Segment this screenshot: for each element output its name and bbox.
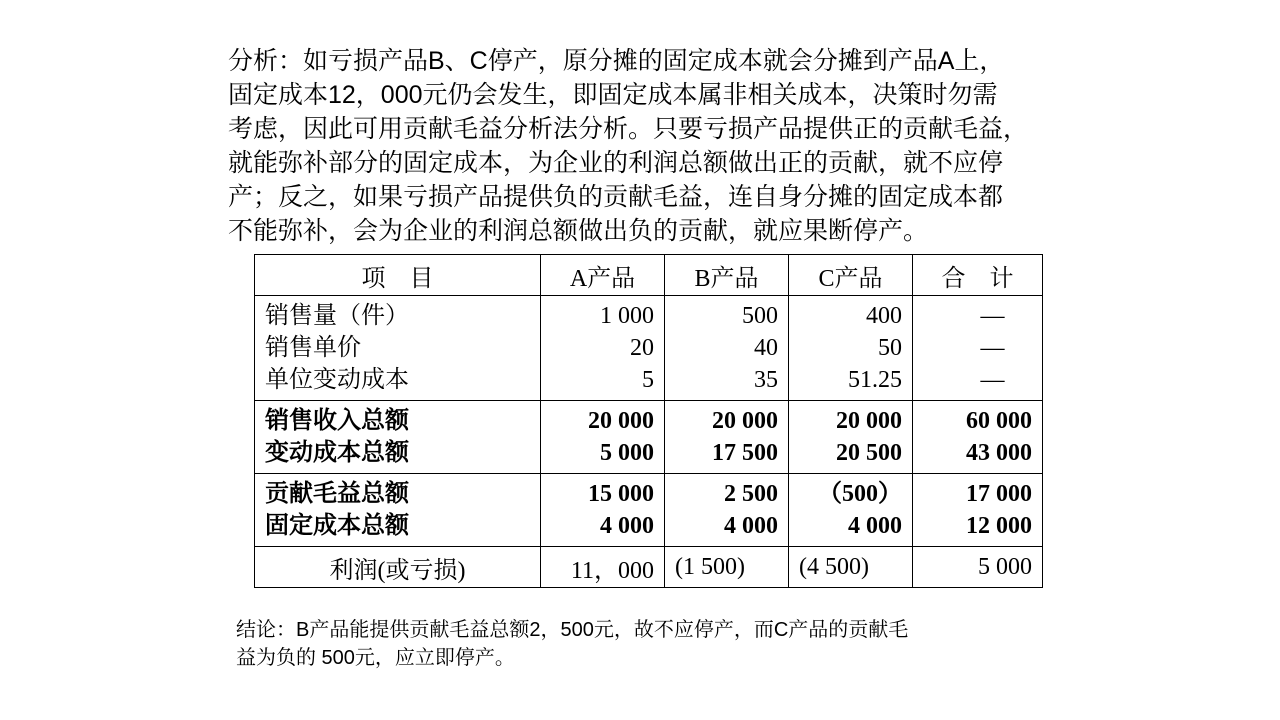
analysis-line: 产；反之，如果亏损产品提供负的贡献毛益，连自身分摊的固定成本都 — [228, 183, 1004, 211]
cell-value: 500 — [742, 303, 778, 329]
product-c-cell — [789, 401, 913, 474]
row-label: 利润(或亏损) — [255, 547, 541, 588]
product-c-cell: (4 500) — [789, 547, 913, 588]
product-b-cell — [665, 296, 789, 401]
total-cell — [913, 401, 1043, 474]
cell-value: — — [980, 335, 1005, 361]
row-labels — [255, 474, 541, 547]
cell-value: 15 000 — [588, 481, 654, 507]
cell-value: — — [980, 367, 1005, 393]
cell-value: 43 000 — [966, 440, 1032, 466]
analysis-line: 分析：如亏损产品B、C停产，原分摊的固定成本就会分摊到产品A上， — [228, 47, 1005, 75]
analysis-line: 固定成本12，000元仍会发生，即固定成本属非相关成本，决策时勿需 — [228, 81, 998, 109]
row-label: 变动成本总额 — [265, 440, 409, 466]
cell-value: — — [980, 303, 1005, 329]
product-a-cell — [541, 474, 665, 547]
product-c-cell — [789, 296, 913, 401]
cell-value: 60 000 — [966, 408, 1032, 434]
table-row — [255, 401, 1043, 474]
header-product-c: C产品 — [789, 255, 913, 296]
cell-value: 5 000 — [600, 440, 654, 466]
table-row — [255, 296, 1043, 401]
conclusion-paragraph — [236, 616, 1056, 672]
total-cell — [913, 474, 1043, 547]
cell-value: 17 500 — [712, 440, 778, 466]
cell-value: 50 — [878, 335, 902, 361]
total-cell — [913, 296, 1043, 401]
analysis-line: 就能弥补部分的固定成本，为企业的利润总额做出正的贡献，就不应停 — [228, 149, 1004, 177]
conclusion-line: 益为负的 500元，应立即停产。 — [236, 647, 515, 669]
product-b-cell: (1 500) — [665, 547, 789, 588]
analysis-line: 不能弥补，会为企业的利润总额做出负的贡献，就应果断停产。 — [228, 217, 929, 245]
product-a-cell: 11，000 — [541, 547, 665, 588]
row-label: 销售收入总额 — [265, 408, 409, 434]
cell-value: 4 000 — [724, 513, 778, 539]
cell-value: 20 000 — [588, 408, 654, 434]
conclusion-line: 结论：B产品能提供贡献毛益总额2，500元，故不应停产，而C产品的贡献毛 — [236, 619, 909, 641]
cell-value: 12 000 — [966, 513, 1032, 539]
profit-row — [255, 547, 1043, 588]
row-labels — [255, 401, 541, 474]
row-label: 销售单价 — [265, 335, 361, 361]
product-b-cell — [665, 401, 789, 474]
total-cell: 5 000 — [913, 547, 1043, 588]
cell-value: 17 000 — [966, 481, 1032, 507]
cell-value: 4 000 — [848, 513, 902, 539]
cell-value: （500） — [818, 481, 902, 507]
product-a-cell — [541, 401, 665, 474]
header-item: 项 目 — [255, 255, 541, 296]
row-label: 固定成本总额 — [265, 513, 409, 539]
cell-value: 20 500 — [836, 440, 902, 466]
cell-value: 20 000 — [712, 408, 778, 434]
cell-value: 1 000 — [600, 303, 654, 329]
cell-value: 40 — [754, 335, 778, 361]
product-a-cell — [541, 296, 665, 401]
header-product-a: A产品 — [541, 255, 665, 296]
cell-value: 5 — [642, 367, 654, 393]
contribution-margin-table — [254, 254, 1043, 588]
table-header-row — [255, 255, 1043, 296]
cell-value: 4 000 — [600, 513, 654, 539]
header-total: 合 计 — [913, 255, 1043, 296]
row-label: 销售量（件） — [265, 303, 409, 329]
table-row — [255, 474, 1043, 547]
row-label: 单位变动成本 — [265, 367, 409, 393]
cell-value: 35 — [754, 367, 778, 393]
cell-value: 2 500 — [724, 481, 778, 507]
row-label: 贡献毛益总额 — [265, 481, 409, 507]
cell-value: 400 — [866, 303, 902, 329]
product-b-cell — [665, 474, 789, 547]
analysis-line: 考虑，因此可用贡献毛益分析法分析。只要亏损产品提供正的贡献毛益， — [228, 115, 1029, 143]
cell-value: 20 000 — [836, 408, 902, 434]
row-labels — [255, 296, 541, 401]
product-c-cell — [789, 474, 913, 547]
analysis-paragraph — [228, 44, 1108, 248]
header-product-b: B产品 — [665, 255, 789, 296]
cell-value: 51.25 — [848, 367, 902, 393]
cell-value: 20 — [630, 335, 654, 361]
